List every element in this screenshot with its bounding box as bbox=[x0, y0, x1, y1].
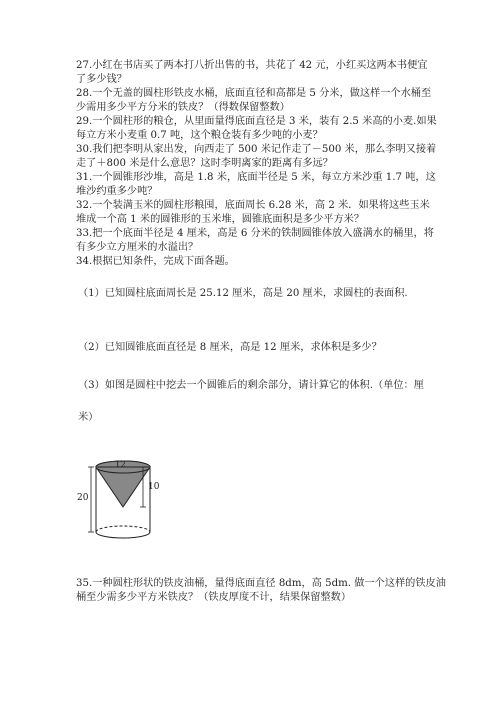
subproblem-1: （1）已知圆柱底面周长是 25.12 厘米，高是 20 厘米，求圆柱的表面积. bbox=[78, 288, 408, 299]
problem-28-line-1: 28.一个无盖的圆柱形铁皮水桶，底面直径和高都是 5 分米，做这样一个水桶至 bbox=[76, 88, 432, 99]
problem-32-line-2: 堆成一个高 1 米的圆锥形的玉米堆，圆锥底面积是多少平方米？ bbox=[76, 214, 365, 225]
cone-height-label: 10 bbox=[148, 482, 160, 492]
problem-33-line-2: 有多少立方厘米的水溢出？ bbox=[76, 242, 199, 253]
problem-30-line-1: 30.我们把李明从家出发，向西走了 500 米记作走了－500 米，那么李明又接着 bbox=[76, 144, 437, 155]
subproblem-2: （2）已知圆锥底面直径是 8 厘米，高是 12 厘米，求体积是多少？ bbox=[78, 342, 382, 353]
cylinder-bottom-back bbox=[96, 526, 150, 532]
problem-31-line-2: 堆沙约重多少吨？ bbox=[76, 186, 158, 197]
problem-33-line-1: 33.把一个底面半径是 4 厘米，高是 6 分米的铁制圆锥体放入盛满水的桶里，将 bbox=[76, 228, 434, 239]
problem-27-line-1: 27.小红在书店买了两本打八折出售的书，共花了 42 元，小红买这两本书便宜 bbox=[76, 60, 428, 71]
subproblem-3-line-1: （3）如图是圆柱中挖去一个圆锥后的剩余部分，请计算它的体积.（单位：厘 bbox=[78, 380, 424, 391]
problem-31-line-1: 31.一个圆锥形沙堆，高是 1.8 米，底面半径是 5 米，每立方米沙重 1.7 吨，这 bbox=[76, 172, 436, 183]
problem-35-line-1: 35.一种圆柱形状的铁皮油桶，量得底面直径 8dm，高 5dm. 做一个这样的铁皮油 bbox=[76, 578, 446, 589]
cylinder-bottom-front bbox=[96, 532, 150, 538]
problem-29-line-1: 29.一个圆柱形的粮仓，从里面量得底面直径是 3 米，装有 2.5 米高的小麦.如果 bbox=[76, 116, 437, 127]
problem-29-line-2: 每立方米小麦重 0.7 吨，这个粮仓装有多少吨的小麦？ bbox=[76, 130, 323, 141]
problem-28-line-2: 少需用多少平方分米的铁皮？（得数保留整数） bbox=[76, 102, 290, 113]
problem-27-line-2: 了多少钱？ bbox=[76, 74, 127, 85]
problem-35-line-2: 桶至少需多少平方米铁皮？（铁皮厚度不计，结果保留整数） bbox=[76, 592, 352, 603]
subproblem-3-line-2: 米） bbox=[78, 412, 99, 423]
cylinder-height-label: 20 bbox=[77, 493, 89, 503]
diameter-label: 12 bbox=[115, 460, 126, 470]
problem-30-line-2: 走了＋800 米是什么意思？这时李明离家的距离有多远？ bbox=[76, 158, 333, 169]
problem-34-heading: 34.根据已知条件，完成下面各题。 bbox=[76, 256, 235, 267]
problem-32-line-1: 32.一个装满玉米的圆柱形粮囤，底面周长 6.28 米，高 2 米．如果将这些玉米 bbox=[76, 200, 430, 211]
